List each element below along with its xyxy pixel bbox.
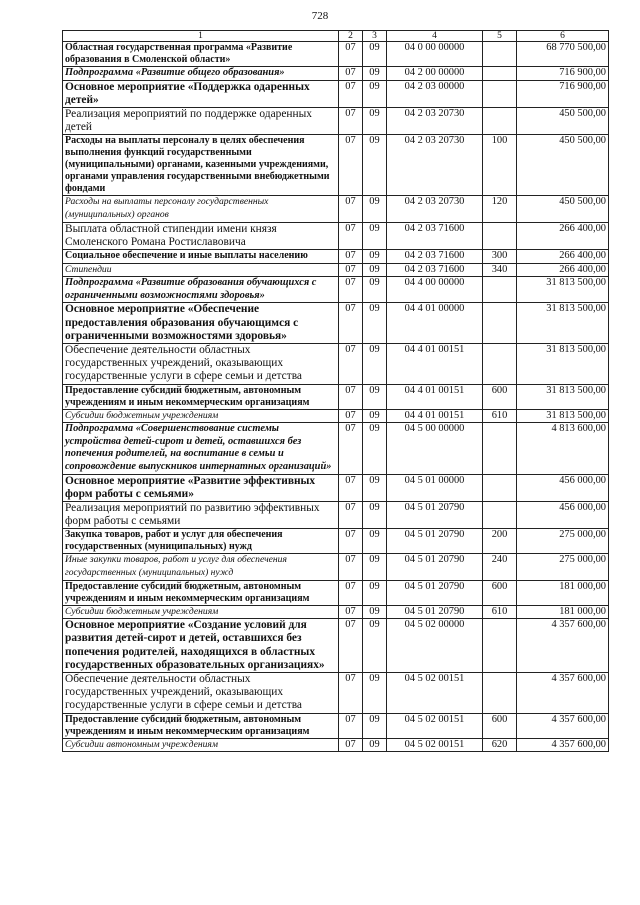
- row-amount-cell: 450 500,00: [517, 108, 609, 135]
- row-name-cell: Иные закупки товаров, работ и услуг для обеспечения государственных (муниципальных) нужд: [63, 554, 339, 580]
- table-header-row: [63, 31, 609, 42]
- table-row: [63, 619, 609, 673]
- row-subsection-cell: 09: [363, 67, 387, 81]
- row-amount-cell: 31 813 500,00: [517, 384, 609, 409]
- page-number: 728: [311, 10, 329, 22]
- table-row: [63, 384, 609, 409]
- row-target-code-cell: 04 2 03 20730: [387, 108, 483, 135]
- row-subsection-cell: 09: [363, 196, 387, 222]
- row-subsection-cell: 09: [363, 474, 387, 501]
- row-name-cell: Расходы на выплаты персоналу в целях обеспечения выполнения функций государственными (муниципальными) органами, казенными учреждениями, органами управления государственными внебюджетными фондами: [63, 135, 339, 196]
- table-row: [63, 343, 609, 384]
- row-target-code-cell: 04 2 03 20730: [387, 196, 483, 222]
- row-expense-type-cell: [483, 222, 517, 249]
- row-name-cell: Предоставление субсидий бюджетным, автономным учреждениям и иным некоммерческим организациям: [63, 713, 339, 738]
- table-row: [63, 474, 609, 501]
- table-row: [63, 713, 609, 738]
- row-subsection-cell: 09: [363, 501, 387, 528]
- row-expense-type-cell: [483, 108, 517, 135]
- row-amount-cell: 716 900,00: [517, 67, 609, 81]
- row-amount-cell: 266 400,00: [517, 222, 609, 249]
- row-target-code-cell: 04 5 01 20790: [387, 529, 483, 554]
- row-subsection-cell: 09: [363, 672, 387, 713]
- row-section-cell: 07: [339, 423, 363, 474]
- row-name-cell: Основное мероприятие «Обеспечение предоставления образования обучающимся с ограниченными возможностями здоровья»: [63, 303, 339, 344]
- row-name-cell: Предоставление субсидий бюджетным, автономным учреждениям и иным некоммерческим организациям: [63, 580, 339, 605]
- row-target-code-cell: 04 4 01 00000: [387, 303, 483, 344]
- row-expense-type-cell: [483, 474, 517, 501]
- row-subsection-cell: 09: [363, 277, 387, 303]
- row-section-cell: 07: [339, 135, 363, 196]
- row-name-cell: Выплата областной стипендии имени князя Смоленского Романа Ростиславовича: [63, 222, 339, 249]
- table-row: [63, 222, 609, 249]
- row-section-cell: 07: [339, 277, 363, 303]
- row-expense-type-cell: 300: [483, 250, 517, 264]
- row-target-code-cell: 04 2 03 00000: [387, 80, 483, 107]
- row-expense-type-cell: 610: [483, 409, 517, 423]
- row-subsection-cell: 09: [363, 409, 387, 423]
- row-name-cell: Подпрограмма «Развитие образования обучающихся с ограниченными возможностями здоровья»: [63, 277, 339, 303]
- row-amount-cell: 68 770 500,00: [517, 42, 609, 67]
- table-row: [63, 672, 609, 713]
- row-expense-type-cell: [483, 672, 517, 713]
- row-subsection-cell: 09: [363, 222, 387, 249]
- row-target-code-cell: 04 4 01 00151: [387, 409, 483, 423]
- row-section-cell: 07: [339, 672, 363, 713]
- row-section-cell: 07: [339, 738, 363, 752]
- row-section-cell: 07: [339, 605, 363, 619]
- header-cell-1: 1: [63, 31, 339, 42]
- row-target-code-cell: 04 4 01 00151: [387, 384, 483, 409]
- row-subsection-cell: 09: [363, 423, 387, 474]
- row-section-cell: 07: [339, 250, 363, 264]
- table-row: [63, 196, 609, 222]
- row-expense-type-cell: [483, 42, 517, 67]
- row-amount-cell: 456 000,00: [517, 501, 609, 528]
- row-expense-type-cell: [483, 277, 517, 303]
- row-section-cell: 07: [339, 384, 363, 409]
- row-section-cell: 07: [339, 529, 363, 554]
- row-expense-type-cell: 600: [483, 580, 517, 605]
- row-section-cell: 07: [339, 474, 363, 501]
- row-section-cell: 07: [339, 580, 363, 605]
- row-target-code-cell: 04 5 01 20790: [387, 501, 483, 528]
- row-amount-cell: 450 500,00: [517, 135, 609, 196]
- row-subsection-cell: 09: [363, 529, 387, 554]
- table-row: [63, 42, 609, 67]
- row-amount-cell: 31 813 500,00: [517, 303, 609, 344]
- row-target-code-cell: 04 2 03 71600: [387, 250, 483, 264]
- row-section-cell: 07: [339, 303, 363, 344]
- row-target-code-cell: 04 5 02 00000: [387, 619, 483, 673]
- row-name-cell: Реализация мероприятий по поддержке одаренных детей: [63, 108, 339, 135]
- table-row: [63, 501, 609, 528]
- row-target-code-cell: 04 5 01 20790: [387, 605, 483, 619]
- row-section-cell: 07: [339, 619, 363, 673]
- row-amount-cell: 31 813 500,00: [517, 277, 609, 303]
- row-expense-type-cell: 620: [483, 738, 517, 752]
- row-subsection-cell: 09: [363, 619, 387, 673]
- row-target-code-cell: 04 5 02 00151: [387, 713, 483, 738]
- row-section-cell: 07: [339, 80, 363, 107]
- row-subsection-cell: 09: [363, 713, 387, 738]
- row-name-cell: Расходы на выплаты персоналу государственных (муниципальных) органов: [63, 196, 339, 222]
- row-expense-type-cell: [483, 619, 517, 673]
- row-subsection-cell: 09: [363, 135, 387, 196]
- table-row: [63, 529, 609, 554]
- row-name-cell: Подпрограмма «Развитие общего образования»: [63, 67, 339, 81]
- row-target-code-cell: 04 2 03 71600: [387, 263, 483, 277]
- row-subsection-cell: 09: [363, 263, 387, 277]
- row-amount-cell: 275 000,00: [517, 529, 609, 554]
- row-amount-cell: 181 000,00: [517, 605, 609, 619]
- row-target-code-cell: 04 5 00 00000: [387, 423, 483, 474]
- row-section-cell: 07: [339, 501, 363, 528]
- row-subsection-cell: 09: [363, 303, 387, 344]
- row-target-code-cell: 04 4 01 00151: [387, 343, 483, 384]
- table-row: [63, 554, 609, 580]
- row-subsection-cell: 09: [363, 108, 387, 135]
- table-row: [63, 67, 609, 81]
- row-subsection-cell: 09: [363, 554, 387, 580]
- row-expense-type-cell: 120: [483, 196, 517, 222]
- header-cell-2: 2: [339, 31, 363, 42]
- row-section-cell: 07: [339, 67, 363, 81]
- table-row: [63, 250, 609, 264]
- row-name-cell: Субсидии бюджетным учреждениям: [63, 409, 339, 423]
- row-subsection-cell: 09: [363, 42, 387, 67]
- budget-table: [62, 30, 609, 752]
- row-subsection-cell: 09: [363, 384, 387, 409]
- row-name-cell: Основное мероприятие «Развитие эффективных форм работы с семьями»: [63, 474, 339, 501]
- row-subsection-cell: 09: [363, 80, 387, 107]
- row-expense-type-cell: [483, 343, 517, 384]
- row-name-cell: Основное мероприятие «Создание условий для развития детей-сирот и детей, оставшихся без попечения родителей, находящихся в областных государственных образовательных организациях»: [63, 619, 339, 673]
- row-amount-cell: 4 813 600,00: [517, 423, 609, 474]
- row-expense-type-cell: 200: [483, 529, 517, 554]
- row-target-code-cell: 04 5 01 00000: [387, 474, 483, 501]
- row-name-cell: Реализация мероприятий по развитию эффективных форм работы с семьями: [63, 501, 339, 528]
- table-row: [63, 580, 609, 605]
- row-target-code-cell: 04 5 01 20790: [387, 554, 483, 580]
- row-target-code-cell: 04 4 00 00000: [387, 277, 483, 303]
- row-subsection-cell: 09: [363, 250, 387, 264]
- row-subsection-cell: 09: [363, 580, 387, 605]
- row-target-code-cell: 04 5 02 00151: [387, 738, 483, 752]
- row-amount-cell: 456 000,00: [517, 474, 609, 501]
- row-target-code-cell: 04 0 00 00000: [387, 42, 483, 67]
- row-amount-cell: 4 357 600,00: [517, 672, 609, 713]
- row-target-code-cell: 04 2 03 71600: [387, 222, 483, 249]
- row-amount-cell: 716 900,00: [517, 80, 609, 107]
- row-amount-cell: 266 400,00: [517, 250, 609, 264]
- row-amount-cell: 450 500,00: [517, 196, 609, 222]
- row-section-cell: 07: [339, 713, 363, 738]
- header-cell-4: 4: [387, 31, 483, 42]
- row-name-cell: Социальное обеспечение и иные выплаты населению: [63, 250, 339, 264]
- row-target-code-cell: 04 5 02 00151: [387, 672, 483, 713]
- row-expense-type-cell: 340: [483, 263, 517, 277]
- table-row: [63, 135, 609, 196]
- row-amount-cell: 181 000,00: [517, 580, 609, 605]
- row-expense-type-cell: [483, 423, 517, 474]
- table-row: [63, 80, 609, 107]
- row-name-cell: Субсидии автономным учреждениям: [63, 738, 339, 752]
- row-name-cell: Субсидии бюджетным учреждениям: [63, 605, 339, 619]
- row-name-cell: Основное мероприятие «Поддержка одаренных детей»: [63, 80, 339, 107]
- row-target-code-cell: 04 2 03 20730: [387, 135, 483, 196]
- row-name-cell: Стипендии: [63, 263, 339, 277]
- row-section-cell: 07: [339, 263, 363, 277]
- row-expense-type-cell: 610: [483, 605, 517, 619]
- row-name-cell: Областная государственная программа «Развитие образования в Смоленской области»: [63, 42, 339, 67]
- header-cell-5: 5: [483, 31, 517, 42]
- table-body: [63, 42, 609, 752]
- row-name-cell: Обеспечение деятельности областных государственных учреждений, оказывающих государственные услуги в сфере семьи и детства: [63, 343, 339, 384]
- table-row: [63, 263, 609, 277]
- row-amount-cell: 4 357 600,00: [517, 738, 609, 752]
- row-expense-type-cell: 100: [483, 135, 517, 196]
- row-expense-type-cell: 240: [483, 554, 517, 580]
- table-row: [63, 303, 609, 344]
- row-subsection-cell: 09: [363, 343, 387, 384]
- row-section-cell: 07: [339, 222, 363, 249]
- row-amount-cell: 31 813 500,00: [517, 343, 609, 384]
- row-expense-type-cell: 600: [483, 384, 517, 409]
- row-subsection-cell: 09: [363, 738, 387, 752]
- row-amount-cell: 275 000,00: [517, 554, 609, 580]
- row-amount-cell: 31 813 500,00: [517, 409, 609, 423]
- table-row: [63, 423, 609, 474]
- table-row: [63, 277, 609, 303]
- table-row: [63, 108, 609, 135]
- row-amount-cell: 266 400,00: [517, 263, 609, 277]
- row-section-cell: 07: [339, 108, 363, 135]
- row-expense-type-cell: [483, 303, 517, 344]
- row-amount-cell: 4 357 600,00: [517, 619, 609, 673]
- row-section-cell: 07: [339, 409, 363, 423]
- row-section-cell: 07: [339, 196, 363, 222]
- row-expense-type-cell: [483, 80, 517, 107]
- table-row: [63, 409, 609, 423]
- row-subsection-cell: 09: [363, 605, 387, 619]
- row-name-cell: Закупка товаров, работ и услуг для обеспечения государственных (муниципальных) нужд: [63, 529, 339, 554]
- row-expense-type-cell: 600: [483, 713, 517, 738]
- row-expense-type-cell: [483, 67, 517, 81]
- row-section-cell: 07: [339, 343, 363, 384]
- row-section-cell: 07: [339, 42, 363, 67]
- row-name-cell: Предоставление субсидий бюджетным, автономным учреждениям и иным некоммерческим организациям: [63, 384, 339, 409]
- row-expense-type-cell: [483, 501, 517, 528]
- row-name-cell: Обеспечение деятельности областных государственных учреждений, оказывающих государственные услуги в сфере семьи и детства: [63, 672, 339, 713]
- row-section-cell: 07: [339, 554, 363, 580]
- row-name-cell: Подпрограмма «Совершенствование системы устройства детей-сирот и детей, оставшихся без попечения родителей, на воспитание в семьи и сопровождение выпускников интернатных организаций»: [63, 423, 339, 474]
- table-row: [63, 738, 609, 752]
- row-amount-cell: 4 357 600,00: [517, 713, 609, 738]
- header-cell-6: 6: [517, 31, 609, 42]
- table-row: [63, 605, 609, 619]
- row-target-code-cell: 04 2 00 00000: [387, 67, 483, 81]
- header-cell-3: 3: [363, 31, 387, 42]
- row-target-code-cell: 04 5 01 20790: [387, 580, 483, 605]
